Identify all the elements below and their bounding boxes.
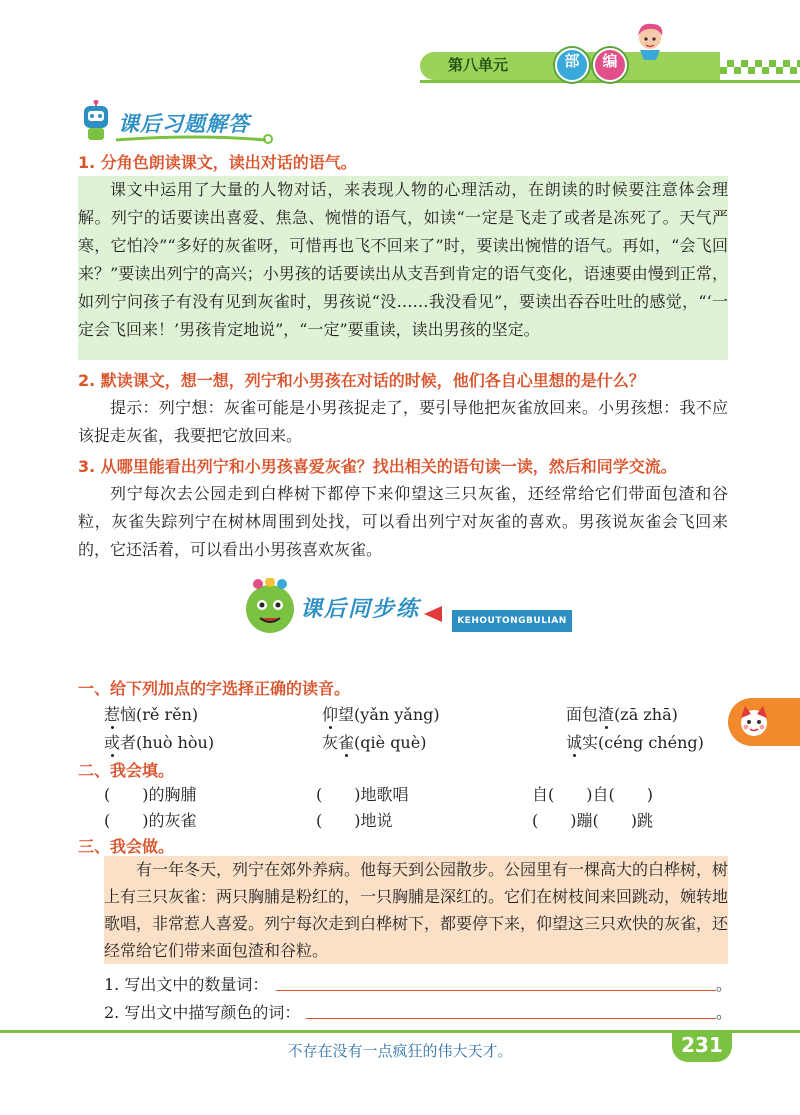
sync-practice-pinyin: KEHOUTONGBULIAN	[452, 610, 572, 632]
sync-practice-title: 课后同步练	[300, 597, 421, 622]
part1-heading: 一、给下列加点的字选择正确的读音。	[78, 679, 351, 698]
pinyin-item: 惹恼(rě rěn)	[104, 705, 199, 724]
question-2: 2. 默读课文，想一想，列宁和小男孩在对话的时候，他们各自心里想的是什么？	[78, 371, 645, 390]
footer-motto: 不存在没有一点疯狂的伟大天才。	[287, 1042, 513, 1060]
passage-question-1: 1. 写出文中的数量词：	[104, 975, 269, 994]
period: 。	[716, 1003, 733, 1022]
fill-item: ( )的胸脯	[104, 785, 197, 804]
part2-heading: 二、我会填。	[78, 761, 175, 780]
answers-section-title: 课后习题解答	[118, 112, 250, 136]
fill-item: ( )蹦( )跳	[532, 811, 653, 830]
reading-passage: 有一年冬天，列宁在郊外养病。他每天到公园散步。公园里有一棵高大的白桦树，树上有三只灰雀：两只胸脯是粉红的，一只胸脯是深红的。它们在树枝间来回跳动，婉转地歌唱，非常惹人喜爱。列宁每次走到白桦树下，都要停下来，仰望这三只欢快的灰雀，还经常给它们带来面包渣和谷粒。	[104, 860, 729, 960]
answer-line[interactable]	[306, 1018, 716, 1019]
answer-3: 列宁每次去公园走到白桦树下都停下来仰望这三只灰雀，还经常给它们带面包渣和谷粒，灰雀失踪列宁在树林周围到处找，可以看出列宁对灰雀的喜欢。男孩说灰雀会飞回来的，它还活着，可以看出小男孩喜欢灰雀。	[78, 484, 728, 559]
pinyin-item: 或者(huò hòu)	[104, 733, 215, 752]
part3-heading: 三、我会做。	[78, 837, 175, 856]
title-swoosh	[116, 134, 276, 144]
fill-item: ( )地歌唱	[316, 785, 409, 804]
answer-1: 课文中运用了大量的人物对话，来表现人物的心理活动，在朗读的时候要注意体会理解。列宁的话要读出喜爱、焦急、惋惜的语气，如读“一定是飞走了或者是冻死了。天气严寒，它怕冷”“多好的灰雀呀，可惜再也飞不回来了”时，要读出惋惜的语气。再如，“会飞回来？”要读出列宁的高兴；小男孩的话要读出从支吾到肯定的语气变化，语速要由慢到正常，如列宁问孩子有没有见到灰雀时，男孩说“没……我没看见”，要读出吞吞吐吐的感觉，“‘一定会飞回来！’男孩肯定地说”，“一定”要重读，读出男孩的坚定。	[78, 180, 728, 339]
pinyin-item: 仰望(yǎn yǎng)	[322, 705, 440, 724]
period: 。	[716, 975, 733, 994]
answer-line[interactable]	[276, 990, 716, 991]
pinyin-item: 面包渣(zā zhā)	[566, 705, 678, 724]
badge-bian: 编	[593, 48, 627, 82]
answer-2: 提示：列宁想：灰雀可能是小男孩捉走了，要引导他把灰雀放回来。小男孩想：我不应该捉走灰雀，我要把它放回来。	[78, 398, 728, 445]
passage-question-2: 2. 写出文中描写颜色的词：	[104, 1003, 301, 1022]
fill-item: ( )地说	[316, 811, 393, 830]
pinyin-item: 诚实(céng chéng)	[566, 733, 704, 752]
fill-item: 自( )自( )	[532, 785, 653, 804]
unit-label: 第八单元	[448, 56, 509, 74]
question-3: 3. 从哪里能看出列宁和小男孩喜爱灰雀？找出相关的语句读一读，然后和同学交流。	[78, 457, 677, 476]
fill-item: ( )的灰雀	[104, 811, 197, 830]
question-1: 1. 分角色朗读课文，读出对话的语气。	[78, 153, 357, 172]
fairy-mascot-icon	[630, 20, 670, 60]
pinyin-item: 灰雀(qiè què)	[322, 733, 427, 752]
badge-bu: 部	[555, 48, 589, 82]
header-checker-pattern	[720, 60, 800, 74]
page-number: 231	[672, 1030, 732, 1062]
cartoon-face-icon	[736, 704, 772, 740]
robot-icon	[78, 100, 114, 142]
